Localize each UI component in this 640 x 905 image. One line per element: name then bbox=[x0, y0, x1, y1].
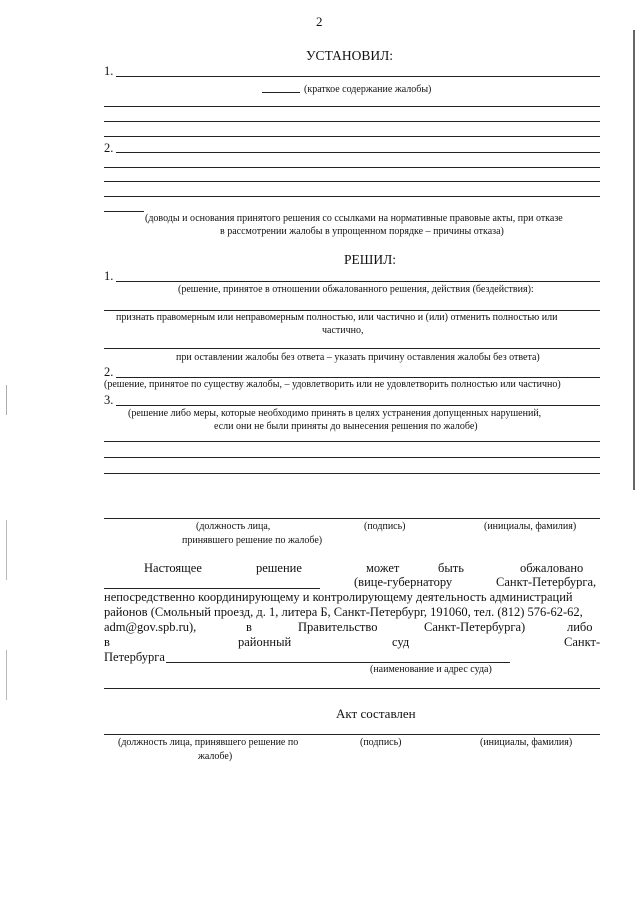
appeal-word: решение bbox=[256, 561, 302, 575]
established-line bbox=[104, 106, 600, 107]
decided-item1-line bbox=[116, 281, 600, 282]
decided-item3-line bbox=[116, 405, 600, 406]
established-line bbox=[104, 136, 600, 137]
decided-item3-hint-line1: (решение либо меры, которые необходимо принять в целях устранения допущенных нарушений, bbox=[128, 408, 542, 419]
established-heading: УСТАНОВИЛ: bbox=[306, 48, 394, 63]
act-signature-label: (подпись) bbox=[360, 737, 402, 748]
position-label-line2: принявшего решение по жалобе) bbox=[182, 535, 323, 546]
court-line bbox=[166, 662, 510, 663]
appeal-line3: непосредственно координирующему и контролирующему деятельность администраций bbox=[104, 590, 573, 604]
appeal-word: Санкт- bbox=[564, 635, 601, 649]
decided-line bbox=[104, 310, 600, 311]
established-item1-number: 1. bbox=[104, 64, 114, 78]
appeal-line4: районов (Смольный проезд, д. 1, литера Б, Санкт-Петербург, 191060, тел. (812) 576-62-62, bbox=[104, 605, 583, 619]
appeal-word: в bbox=[246, 620, 252, 634]
established-item1-line bbox=[116, 76, 600, 77]
scan-left-mark bbox=[6, 650, 7, 700]
appeal-word: либо bbox=[567, 620, 593, 634]
decided-heading: РЕШИЛ: bbox=[344, 252, 397, 267]
summary-hint: (краткое содержание жалобы) bbox=[304, 84, 432, 95]
arguments-hint-line1: (доводы и основания принятого решения со ссылками на нормативные правовые акты, при отказе bbox=[145, 213, 563, 224]
decided-item1-number: 1. bbox=[104, 269, 114, 283]
act-name-label: (инициалы, фамилия) bbox=[480, 737, 573, 748]
court-line-2 bbox=[104, 688, 600, 689]
page-number: 2 bbox=[316, 14, 323, 29]
scan-edge-mark bbox=[633, 30, 635, 490]
established-item2-number: 2. bbox=[104, 141, 114, 155]
act-signature-line bbox=[104, 734, 600, 735]
decided-line bbox=[104, 441, 600, 442]
established-line bbox=[104, 196, 600, 197]
appeal-word: Правительство bbox=[298, 620, 378, 634]
appeal-word: Петербурга bbox=[104, 650, 165, 664]
appeal-word: может bbox=[366, 561, 400, 575]
summary-short-line bbox=[262, 92, 300, 93]
act-position-label-line1: (должность лица, принявшего решение по bbox=[118, 737, 299, 748]
appeal-word: обжаловано bbox=[520, 561, 584, 575]
decided-item1-hint2-line2: частично, bbox=[322, 325, 364, 336]
appeal-word: суд bbox=[392, 635, 410, 649]
signature-label: (подпись) bbox=[364, 521, 406, 532]
decided-line bbox=[104, 457, 600, 458]
appeal-word: быть bbox=[438, 561, 464, 575]
established-line bbox=[104, 181, 600, 182]
appeal-line2-text: (вице-губернатору bbox=[354, 575, 453, 589]
appeal-word: Настоящее bbox=[144, 561, 202, 575]
act-title: Акт составлен bbox=[336, 706, 416, 721]
decided-item2-line bbox=[116, 377, 600, 378]
decided-item3-hint-line2: если они не были приняты до вынесения решения по жалобе) bbox=[214, 421, 478, 432]
act-position-label-line2: жалобе) bbox=[198, 751, 233, 762]
appeal-word: Санкт-Петербурга) bbox=[424, 620, 526, 634]
decided-item1-hint: (решение, принятое в отношении обжалованного решения, действия (бездействия): bbox=[178, 284, 534, 295]
decided-item1-hint2-line1: признать правомерным или неправомерным полностью, или частично и (или) отменить полностью или bbox=[116, 312, 558, 323]
appeal-email: adm@gov.spb.ru), bbox=[104, 620, 197, 634]
position-label-line1: (должность лица, bbox=[196, 521, 271, 532]
decided-line bbox=[104, 348, 600, 349]
decided-item3-number: 3. bbox=[104, 393, 114, 407]
established-line bbox=[104, 121, 600, 122]
established-short-line bbox=[104, 211, 144, 212]
established-line bbox=[104, 167, 600, 168]
appeal-line2-right: Санкт-Петербурга, bbox=[496, 575, 597, 589]
decided-item2-hint: (решение, принятое по существу жалобы, – удовлетворить или не удовлетворить полностью или частично) bbox=[104, 379, 561, 390]
appeal-word: в bbox=[104, 635, 110, 649]
name-label: (инициалы, фамилия) bbox=[484, 521, 577, 532]
appeal-blank-line bbox=[104, 588, 320, 589]
established-item2-line bbox=[116, 152, 600, 153]
scan-left-mark bbox=[6, 385, 7, 415]
scan-left-mark bbox=[6, 520, 7, 580]
arguments-hint-line2: в рассмотрении жалобы в упрощенном порядке – причины отказа) bbox=[220, 226, 504, 237]
decided-item2-number: 2. bbox=[104, 365, 114, 379]
signature-line bbox=[104, 518, 600, 519]
court-hint: (наименование и адрес суда) bbox=[370, 664, 492, 675]
decided-line bbox=[104, 473, 600, 474]
decided-item1-hint3: при оставлении жалобы без ответа – указать причину оставления жалобы без ответа) bbox=[176, 352, 540, 363]
appeal-word: районный bbox=[238, 635, 292, 649]
